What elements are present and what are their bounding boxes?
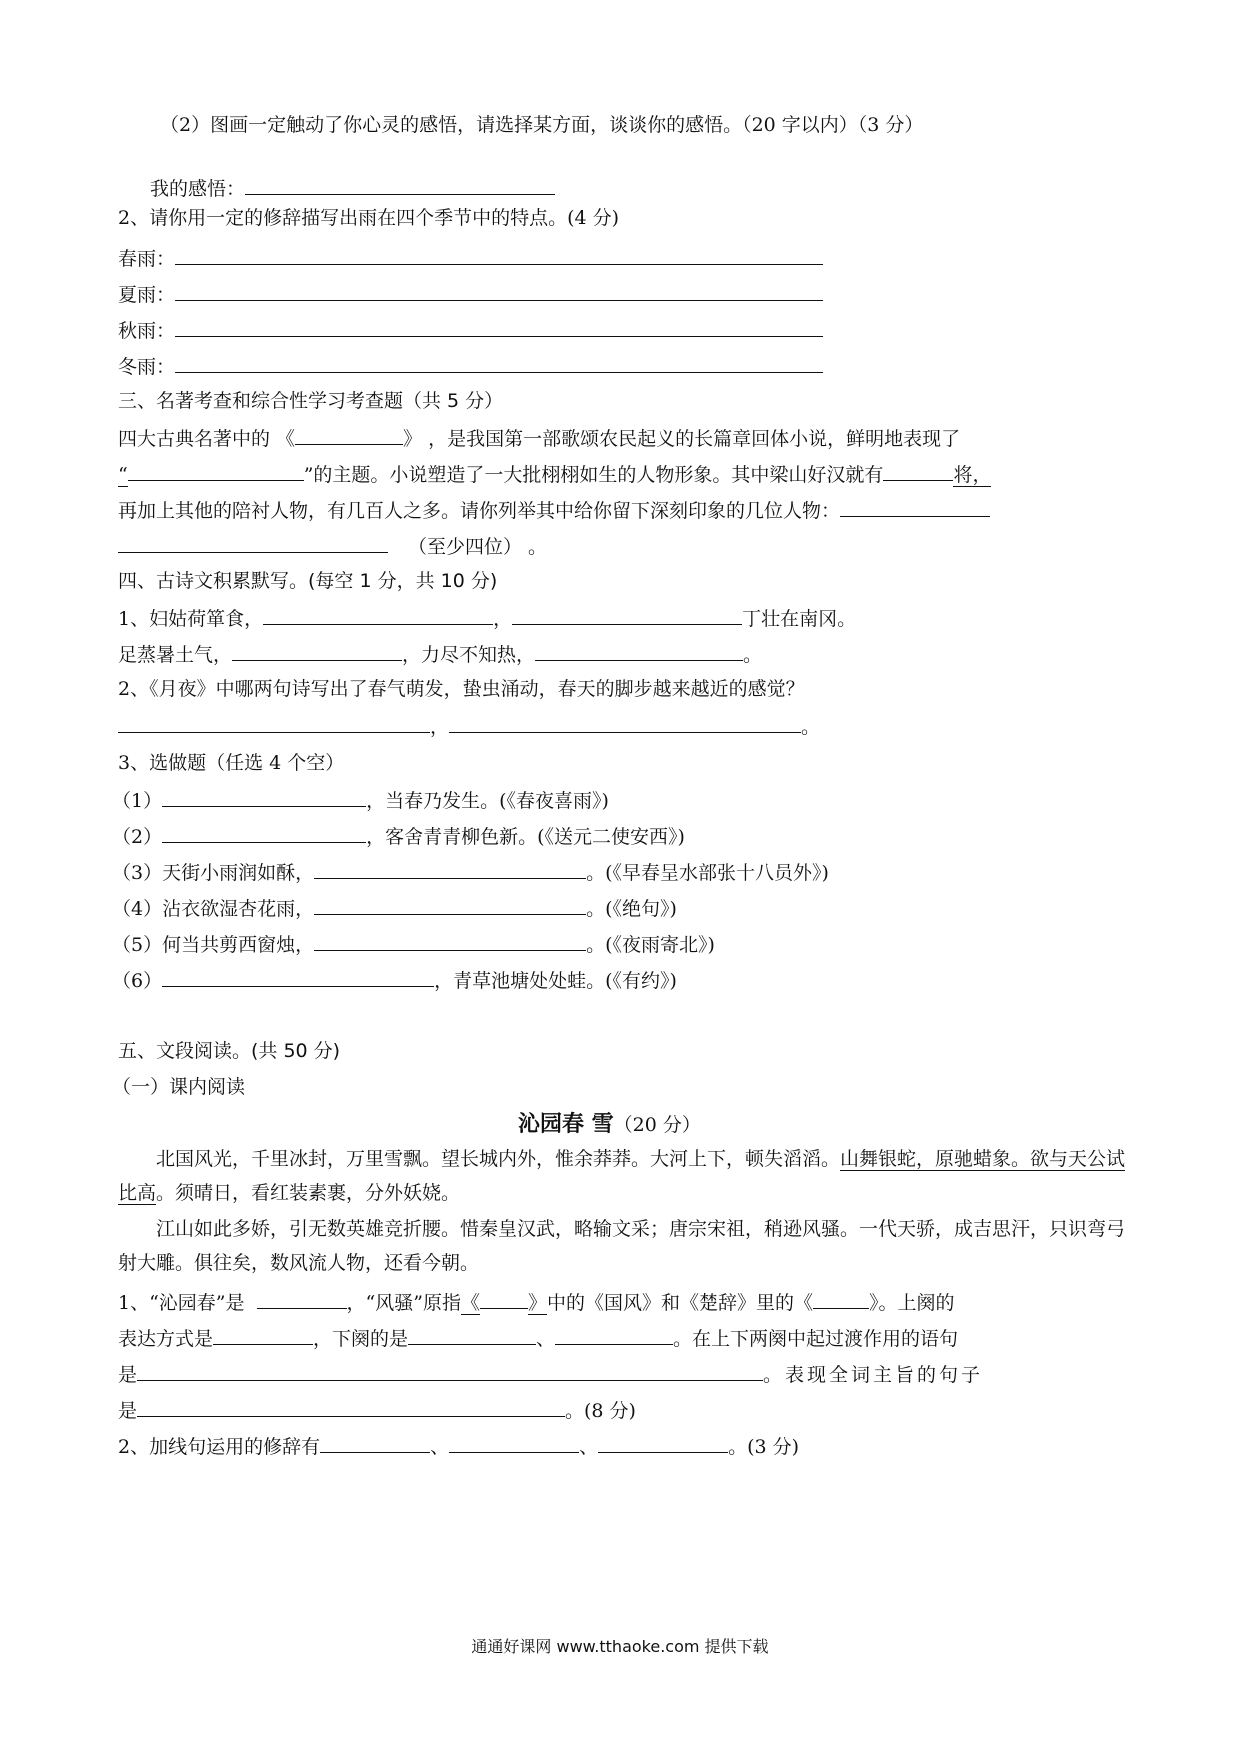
rhetoric-blank-2[interactable]: [449, 1432, 579, 1453]
q2-sub-question: （2）图画一定触动了你心灵的感悟，请选择某方面，谈谈你的感悟。（20 字以内）（3 分）: [160, 114, 924, 136]
s5-q1k: 是: [118, 1364, 138, 1386]
insight-line: [150, 174, 555, 202]
s5-q1c: 《: [460, 1292, 480, 1314]
section-3-line-4: [118, 532, 547, 560]
choice-item-1: [112, 786, 609, 814]
novel-name-blank[interactable]: [295, 424, 403, 445]
theme-blank[interactable]: [128, 460, 304, 481]
choice-2-blank[interactable]: [162, 822, 366, 843]
characters-blank-2[interactable]: [118, 532, 388, 553]
s5-q1-line-3: [118, 1360, 983, 1388]
poem-blank-4[interactable]: [535, 640, 743, 661]
insight-blank[interactable]: [245, 174, 555, 195]
section-5-sub: （一）课内阅读: [112, 1076, 246, 1098]
s5-q1a: 1、“沁园春”是: [118, 1292, 245, 1314]
s5-q2c: 。(3 分): [728, 1436, 800, 1458]
p1a: 北国风光，千里冰封，万里雪飘。望长城内外，惟余莽莽。大河上下，顿失滔滔。: [156, 1148, 841, 1170]
choice-2-pre: （2）: [112, 826, 163, 848]
section-3-line-2: [118, 460, 991, 488]
s5-q1-line-4: [118, 1396, 636, 1424]
s5-q2-line: [118, 1432, 799, 1460]
s5-q1g: 表达方式是: [118, 1328, 214, 1350]
choice-6-pre: （6）: [112, 970, 163, 992]
section-4-title: 四、古诗文积累默写。(每空 1 分，共 10 分): [118, 570, 498, 592]
s5-q1-line-1: [118, 1288, 955, 1316]
s5-q1f: 》。上阕的: [869, 1292, 955, 1314]
choice-6-blank[interactable]: [162, 966, 434, 987]
s4-q3: 3、选做题（任选 4 个空）: [118, 752, 345, 774]
s5-q1l: 。表现全词主旨的句子: [763, 1364, 984, 1386]
heroes-count-blank[interactable]: [883, 460, 953, 481]
choice-6-post: ，青草池塘处处蛙。(《有约》): [434, 970, 677, 992]
s3-l2a: “: [118, 464, 128, 486]
s3-l3: 再加上其他的陪衬人物，有几百人之多。请你列举其中给你留下深刻印象的几位人物：: [118, 500, 841, 522]
poem-title: 沁园春 雪: [518, 1112, 614, 1137]
autumn-rain-blank[interactable]: [175, 316, 823, 337]
s4-q1a: 1、妇姑荷箪食，: [118, 608, 264, 630]
cipai-blank[interactable]: [257, 1288, 347, 1309]
s4-comma: ，: [493, 608, 513, 630]
s5-q1i: 、: [536, 1328, 556, 1350]
s5-q1b: ，“风骚”原指: [346, 1292, 461, 1314]
summer-rain-label: 夏雨：: [118, 284, 176, 306]
spring-rain-label: 春雨：: [118, 248, 176, 270]
poem-blank-3[interactable]: [232, 640, 402, 661]
choice-4-blank[interactable]: [314, 894, 586, 915]
s5-q1h: ，下阕的是: [313, 1328, 409, 1350]
s4-q1-line-2: [118, 640, 762, 668]
p1-underlined: 山舞银蛇，原驰蜡象。欲与天公试比高: [118, 1148, 1126, 1204]
s4-period: 。: [743, 644, 763, 666]
insight-label: 我的感悟：: [150, 178, 246, 200]
upper-expression-blank[interactable]: [213, 1324, 313, 1345]
autumn-rain-label: 秋雨：: [118, 320, 176, 342]
s5-q1m: 是: [118, 1400, 138, 1422]
rhetoric-blank-3[interactable]: [598, 1432, 728, 1453]
s4-q2-period: 。: [801, 716, 821, 738]
choice-item-6: [112, 966, 677, 994]
summer-rain-line: [118, 280, 823, 308]
chuci-blank[interactable]: [813, 1288, 869, 1309]
choice-1-pre: （1）: [112, 790, 163, 812]
s5-q1d: 》: [527, 1292, 547, 1314]
moon-night-blank-2[interactable]: [449, 712, 801, 733]
choice-item-5: [112, 930, 715, 958]
choice-1-blank[interactable]: [162, 786, 366, 807]
lower-expression-blank-1[interactable]: [408, 1324, 536, 1345]
fengsao-book-blank[interactable]: [480, 1288, 528, 1309]
autumn-rain-line: [118, 316, 823, 344]
s4-q1c: 足蒸暑土气，: [118, 644, 233, 666]
section-3-line-1: [118, 424, 960, 452]
s3-l2b: ”的主题。小说塑造了一大批栩栩如生的人物形象。其中梁山好汉就有: [303, 464, 884, 486]
s4-q1d: ，力尽不知热，: [402, 644, 536, 666]
section-3-line-3: [118, 496, 990, 524]
winter-rain-line: [118, 352, 823, 380]
choice-3-pre: （3）天街小雨润如酥，: [112, 862, 315, 884]
summer-rain-blank[interactable]: [175, 280, 823, 301]
choice-4-post: 。(《绝句》): [586, 898, 677, 920]
choice-3-post: 。(《早春呈水部张十八员外》): [586, 862, 829, 884]
s3-l2c: 将，: [953, 464, 992, 486]
s4-q1b: 丁壮在南冈。: [742, 608, 857, 630]
winter-rain-label: 冬雨：: [118, 356, 176, 378]
transition-sentence-blank[interactable]: [137, 1360, 763, 1381]
s5-q1n: 。(8 分): [565, 1400, 636, 1422]
s5-q2b-2: 、: [579, 1436, 599, 1458]
choice-5-blank[interactable]: [314, 930, 586, 951]
s4-q2-answer-line: [118, 712, 820, 740]
poem-score: （20 分）: [613, 1114, 701, 1136]
choice-1-post: ，当春乃发生。(《春夜喜雨》): [366, 790, 609, 812]
choice-2-post: ，客舍青青柳色新。(《送元二使安西》): [366, 826, 685, 848]
choice-4-pre: （4）沾衣欲湿杏花雨，: [112, 898, 315, 920]
poem-paragraph-2: 江山如此多娇，引无数英雄竞折腰。惜秦皇汉武，略输文采；唐宗宋祖，稍逊风骚。一代天骄，成吉思汗，只识弯弓射大雕。俱往矣，数风流人物，还看今朝。: [118, 1218, 1126, 1274]
choice-3-blank[interactable]: [314, 858, 586, 879]
s4-q2-comma: ，: [430, 716, 450, 738]
moon-night-blank-1[interactable]: [118, 712, 430, 733]
poem-paragraph-1: [118, 1142, 1130, 1210]
poem-blank-2[interactable]: [512, 604, 742, 625]
poem-title-line: [518, 1112, 701, 1138]
s4-q1-line-1: [118, 604, 856, 632]
s3-l1a: 四大古典名著中的 《: [118, 428, 296, 450]
page-footer: 通通好课网 www.tthaoke.com 提供下载: [471, 1637, 769, 1656]
s5-q2b: 、: [430, 1436, 450, 1458]
lower-expression-blank-2[interactable]: [555, 1324, 673, 1345]
s5-q1j: 。在上下两阕中起过渡作用的语句: [673, 1328, 959, 1350]
choice-5-pre: （5）何当共剪西窗烛，: [112, 934, 315, 956]
s3-l1b: 》 ，是我国第一部歌颂农民起义的长篇章回体小说，鲜明地表现了: [403, 428, 961, 450]
section-3-title: 三、名著考查和综合性学习考查题（共 5 分）: [118, 390, 504, 412]
section-5-title: 五、文段阅读。(共 50 分): [118, 1040, 341, 1062]
rain-question: 2、请你用一定的修辞描写出雨在四个季节中的特点。(4 分): [118, 207, 620, 229]
s5-q1-line-2: [118, 1324, 958, 1352]
s5-q1e: 中的《国风》和《楚辞》里的《: [546, 1292, 813, 1314]
s3-l4: （至少四位） 。: [408, 536, 548, 558]
poem-blank-1[interactable]: [263, 604, 493, 625]
spring-rain-blank[interactable]: [175, 244, 823, 265]
choice-item-3: [112, 858, 829, 886]
rhetoric-blank-1[interactable]: [320, 1432, 430, 1453]
p1b: 。须晴日，看红装素裹，分外妖娆。: [156, 1182, 461, 1204]
choice-item-4: [112, 894, 677, 922]
characters-blank-1[interactable]: [840, 496, 990, 517]
spring-rain-line: [118, 244, 823, 272]
s4-q2: 2、《月夜》中哪两句诗写出了春气萌发，蛰虫涌动，春天的脚步越来越近的感觉？: [118, 678, 805, 700]
winter-rain-blank[interactable]: [175, 352, 823, 373]
s5-q2a: 2、加线句运用的修辞有: [118, 1436, 321, 1458]
choice-5-post: 。(《夜雨寄北》): [586, 934, 715, 956]
theme-sentence-blank[interactable]: [137, 1396, 565, 1417]
choice-item-2: [112, 822, 685, 850]
